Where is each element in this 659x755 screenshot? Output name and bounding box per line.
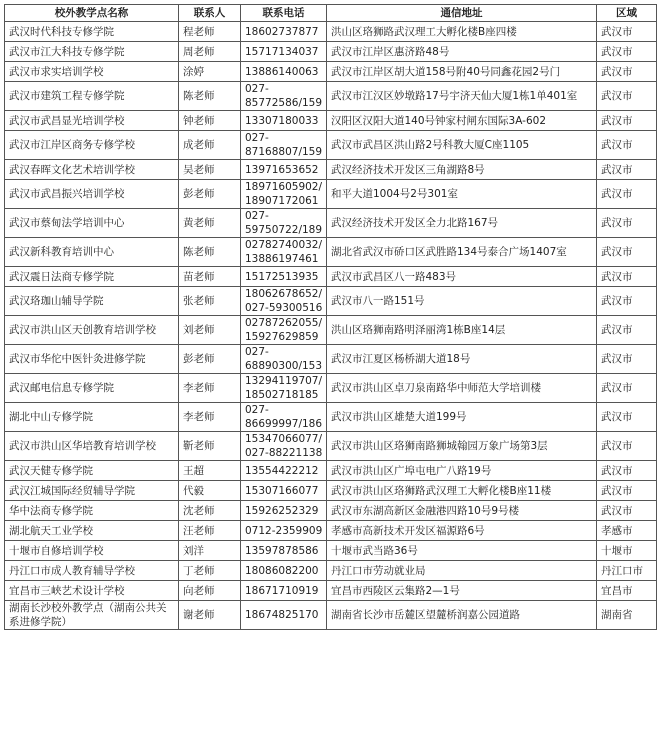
- school-name-cell: 宜昌市三峡艺术设计学校: [5, 581, 179, 601]
- school-name-cell: 丹江口市成人教育辅导学校: [5, 561, 179, 581]
- school-name-cell: 湖北航天工业学校: [5, 521, 179, 541]
- phone-cell: 18602737877: [241, 22, 327, 42]
- table-row: [5, 461, 657, 481]
- school-name-cell: 武汉时代科技专修学院: [5, 22, 179, 42]
- phone-cell: 15926252329: [241, 501, 327, 521]
- address-cell: 宜昌市西陵区云集路2—1号: [327, 581, 597, 601]
- phone-cell: 0712-2359909: [241, 521, 327, 541]
- school-name-cell: 武汉市华佗中医针灸进修学院: [5, 345, 179, 374]
- region-cell: 十堰市: [597, 541, 657, 561]
- contact-cell: 李老师: [179, 403, 241, 432]
- contact-cell: 成老师: [179, 131, 241, 160]
- phone-cell: 13294119707/ 18502718185: [241, 374, 327, 403]
- table-body: [5, 22, 657, 630]
- table-row: [5, 209, 657, 238]
- school-name-cell: 武汉市求实培训学校: [5, 62, 179, 82]
- table-row: [5, 238, 657, 267]
- school-name-cell: 湖北中山专修学院: [5, 403, 179, 432]
- school-name-cell: 武汉市蔡甸法学培训中心: [5, 209, 179, 238]
- table-row: [5, 403, 657, 432]
- school-name-cell: 十堰市自修培训学校: [5, 541, 179, 561]
- address-cell: 洪山区珞狮南路明泽丽湾1栋B座14层: [327, 316, 597, 345]
- phone-cell: 18971605902/ 18907172061: [241, 180, 327, 209]
- address-cell: 洪山区珞狮路武汉理工大孵化楼B座四楼: [327, 22, 597, 42]
- contact-cell: 吴老师: [179, 160, 241, 180]
- contact-cell: 陈老师: [179, 82, 241, 111]
- contact-cell: 谢老师: [179, 601, 241, 630]
- contact-cell: 刘老师: [179, 316, 241, 345]
- contact-cell: 苗老师: [179, 267, 241, 287]
- table-row: [5, 111, 657, 131]
- table-row: [5, 160, 657, 180]
- school-name-cell: 武汉春晖文化艺术培训学校: [5, 160, 179, 180]
- address-cell: 汉阳区汉阳大道140号钟家村闸东国际3A-602: [327, 111, 597, 131]
- region-cell: 武汉市: [597, 42, 657, 62]
- table-row: [5, 180, 657, 209]
- school-name-cell: 湖南长沙校外教学点（湖南公共关系进修学院）: [5, 601, 179, 630]
- school-name-cell: 武汉震日法商专修学院: [5, 267, 179, 287]
- table-row: [5, 432, 657, 461]
- region-cell: 武汉市: [597, 461, 657, 481]
- table-row: [5, 22, 657, 42]
- table-row: [5, 345, 657, 374]
- phone-cell: 18671710919: [241, 581, 327, 601]
- contact-cell: 彭老师: [179, 345, 241, 374]
- contact-cell: 代毅: [179, 481, 241, 501]
- phone-cell: 13886140063: [241, 62, 327, 82]
- schools-table: [4, 4, 657, 630]
- phone-cell: 027- 85772586/159: [241, 82, 327, 111]
- header-name: 校外教学点名称: [5, 5, 179, 22]
- address-cell: 武汉市八一路151号: [327, 287, 597, 316]
- header-row: [5, 5, 657, 22]
- school-name-cell: 武汉珞珈山辅导学院: [5, 287, 179, 316]
- phone-cell: 15717134037: [241, 42, 327, 62]
- address-cell: 武汉市江岸区惠济路48号: [327, 42, 597, 62]
- contact-cell: 涂婷: [179, 62, 241, 82]
- phone-cell: 18674825170: [241, 601, 327, 630]
- phone-cell: 13554422212: [241, 461, 327, 481]
- address-cell: 湖南省长沙市岳麓区望麓桥润嘉公园道路: [327, 601, 597, 630]
- phone-cell: 13971653652: [241, 160, 327, 180]
- contact-cell: 李老师: [179, 374, 241, 403]
- region-cell: 宜昌市: [597, 581, 657, 601]
- table-row: [5, 481, 657, 501]
- address-cell: 和平大道1004号2号301室: [327, 180, 597, 209]
- phone-cell: 027- 68890300/153: [241, 345, 327, 374]
- phone-cell: 15172513935: [241, 267, 327, 287]
- school-name-cell: 华中法商专修学院: [5, 501, 179, 521]
- address-cell: 武汉市洪山区珞狮南路狮城翰园万象广场第3层: [327, 432, 597, 461]
- region-cell: 武汉市: [597, 345, 657, 374]
- contact-cell: 张老师: [179, 287, 241, 316]
- contact-cell: 丁老师: [179, 561, 241, 581]
- contact-cell: 程老师: [179, 22, 241, 42]
- address-cell: 武汉市武昌区八一路483号: [327, 267, 597, 287]
- region-cell: 武汉市: [597, 131, 657, 160]
- school-name-cell: 武汉新科教育培训中心: [5, 238, 179, 267]
- region-cell: 武汉市: [597, 22, 657, 42]
- contact-cell: 黄老师: [179, 209, 241, 238]
- header-region: 区域: [597, 5, 657, 22]
- region-cell: 武汉市: [597, 180, 657, 209]
- phone-cell: 027- 59750722/189: [241, 209, 327, 238]
- table-row: [5, 581, 657, 601]
- region-cell: 武汉市: [597, 481, 657, 501]
- phone-cell: 18086082200: [241, 561, 327, 581]
- region-cell: 武汉市: [597, 403, 657, 432]
- contact-cell: 向老师: [179, 581, 241, 601]
- phone-cell: 13597878586: [241, 541, 327, 561]
- region-cell: 武汉市: [597, 82, 657, 111]
- school-name-cell: 武汉市江大科技专修学院: [5, 42, 179, 62]
- table-row: [5, 267, 657, 287]
- school-name-cell: 武汉邮电信息专修学院: [5, 374, 179, 403]
- address-cell: 湖北省武汉市硚口区武胜路134号泰合广场1407室: [327, 238, 597, 267]
- table-row: [5, 541, 657, 561]
- table-row: [5, 501, 657, 521]
- address-cell: 武汉市洪山区卓刀泉南路华中师范大学培训楼: [327, 374, 597, 403]
- school-name-cell: 武汉江城国际经贸辅导学院: [5, 481, 179, 501]
- contact-cell: 周老师: [179, 42, 241, 62]
- address-cell: 武汉经济技术开发区三角湖路8号: [327, 160, 597, 180]
- region-cell: 武汉市: [597, 501, 657, 521]
- region-cell: 孝感市: [597, 521, 657, 541]
- contact-cell: 刘洋: [179, 541, 241, 561]
- school-name-cell: 武汉市建筑工程专修学院: [5, 82, 179, 111]
- region-cell: 武汉市: [597, 287, 657, 316]
- phone-cell: 15307166077: [241, 481, 327, 501]
- school-name-cell: 武汉市江岸区商务专修学校: [5, 131, 179, 160]
- contact-cell: 沈老师: [179, 501, 241, 521]
- address-cell: 武汉市江汉区妙墩路17号宇济天仙大厦1栋1单401室: [327, 82, 597, 111]
- address-cell: 孝感市高新技术开发区福源路6号: [327, 521, 597, 541]
- address-cell: 武汉经济技术开发区全力北路167号: [327, 209, 597, 238]
- table-row: [5, 62, 657, 82]
- address-cell: 丹江口市劳动就业局: [327, 561, 597, 581]
- region-cell: 武汉市: [597, 267, 657, 287]
- region-cell: 武汉市: [597, 432, 657, 461]
- phone-cell: 15347066077/ 027-88221138: [241, 432, 327, 461]
- address-cell: 武汉市洪山区广埠屯电广八路19号: [327, 461, 597, 481]
- region-cell: 湖南省: [597, 601, 657, 630]
- address-cell: 武汉市江岸区胡大道158号附40号同鑫花园2号门: [327, 62, 597, 82]
- school-name-cell: 武汉天健专修学院: [5, 461, 179, 481]
- contact-cell: 陈老师: [179, 238, 241, 267]
- contact-cell: 汪老师: [179, 521, 241, 541]
- table-row: [5, 374, 657, 403]
- school-name-cell: 武汉市洪山区华培教育培训学校: [5, 432, 179, 461]
- header-phone: 联系电话: [241, 5, 327, 22]
- phone-cell: 02787262055/ 15927629859: [241, 316, 327, 345]
- region-cell: 武汉市: [597, 111, 657, 131]
- phone-cell: 027- 86699997/186: [241, 403, 327, 432]
- contact-cell: 王超: [179, 461, 241, 481]
- region-cell: 武汉市: [597, 160, 657, 180]
- address-cell: 武汉市江夏区杨桥湖大道18号: [327, 345, 597, 374]
- region-cell: 武汉市: [597, 238, 657, 267]
- address-cell: 十堰市武当路36号: [327, 541, 597, 561]
- table-row: [5, 601, 657, 630]
- school-name-cell: 武汉市武昌显光培训学校: [5, 111, 179, 131]
- school-name-cell: 武汉市武昌振兴培训学校: [5, 180, 179, 209]
- table-row: [5, 316, 657, 345]
- table-row: [5, 287, 657, 316]
- table-row: [5, 131, 657, 160]
- header-address: 通信地址: [327, 5, 597, 22]
- table-row: [5, 42, 657, 62]
- table-row: [5, 561, 657, 581]
- contact-cell: 彭老师: [179, 180, 241, 209]
- header-contact: 联系人: [179, 5, 241, 22]
- region-cell: 武汉市: [597, 209, 657, 238]
- table-row: [5, 82, 657, 111]
- phone-cell: 027- 87168807/159: [241, 131, 327, 160]
- address-cell: 武汉市洪山区珞狮路武汉理工大孵化楼B座11楼: [327, 481, 597, 501]
- contact-cell: 钟老师: [179, 111, 241, 131]
- region-cell: 武汉市: [597, 374, 657, 403]
- phone-cell: 02782740032/ 13886197461: [241, 238, 327, 267]
- address-cell: 武汉市东湖高新区金融港四路10号9号楼: [327, 501, 597, 521]
- table-row: [5, 521, 657, 541]
- school-name-cell: 武汉市洪山区天创教育培训学校: [5, 316, 179, 345]
- region-cell: 丹江口市: [597, 561, 657, 581]
- region-cell: 武汉市: [597, 62, 657, 82]
- region-cell: 武汉市: [597, 316, 657, 345]
- phone-cell: 13307180033: [241, 111, 327, 131]
- address-cell: 武汉市武昌区洪山路2号科教大厦C座1105: [327, 131, 597, 160]
- contact-cell: 靳老师: [179, 432, 241, 461]
- address-cell: 武汉市洪山区雄楚大道199号: [327, 403, 597, 432]
- phone-cell: 18062678652/ 027-59300516: [241, 287, 327, 316]
